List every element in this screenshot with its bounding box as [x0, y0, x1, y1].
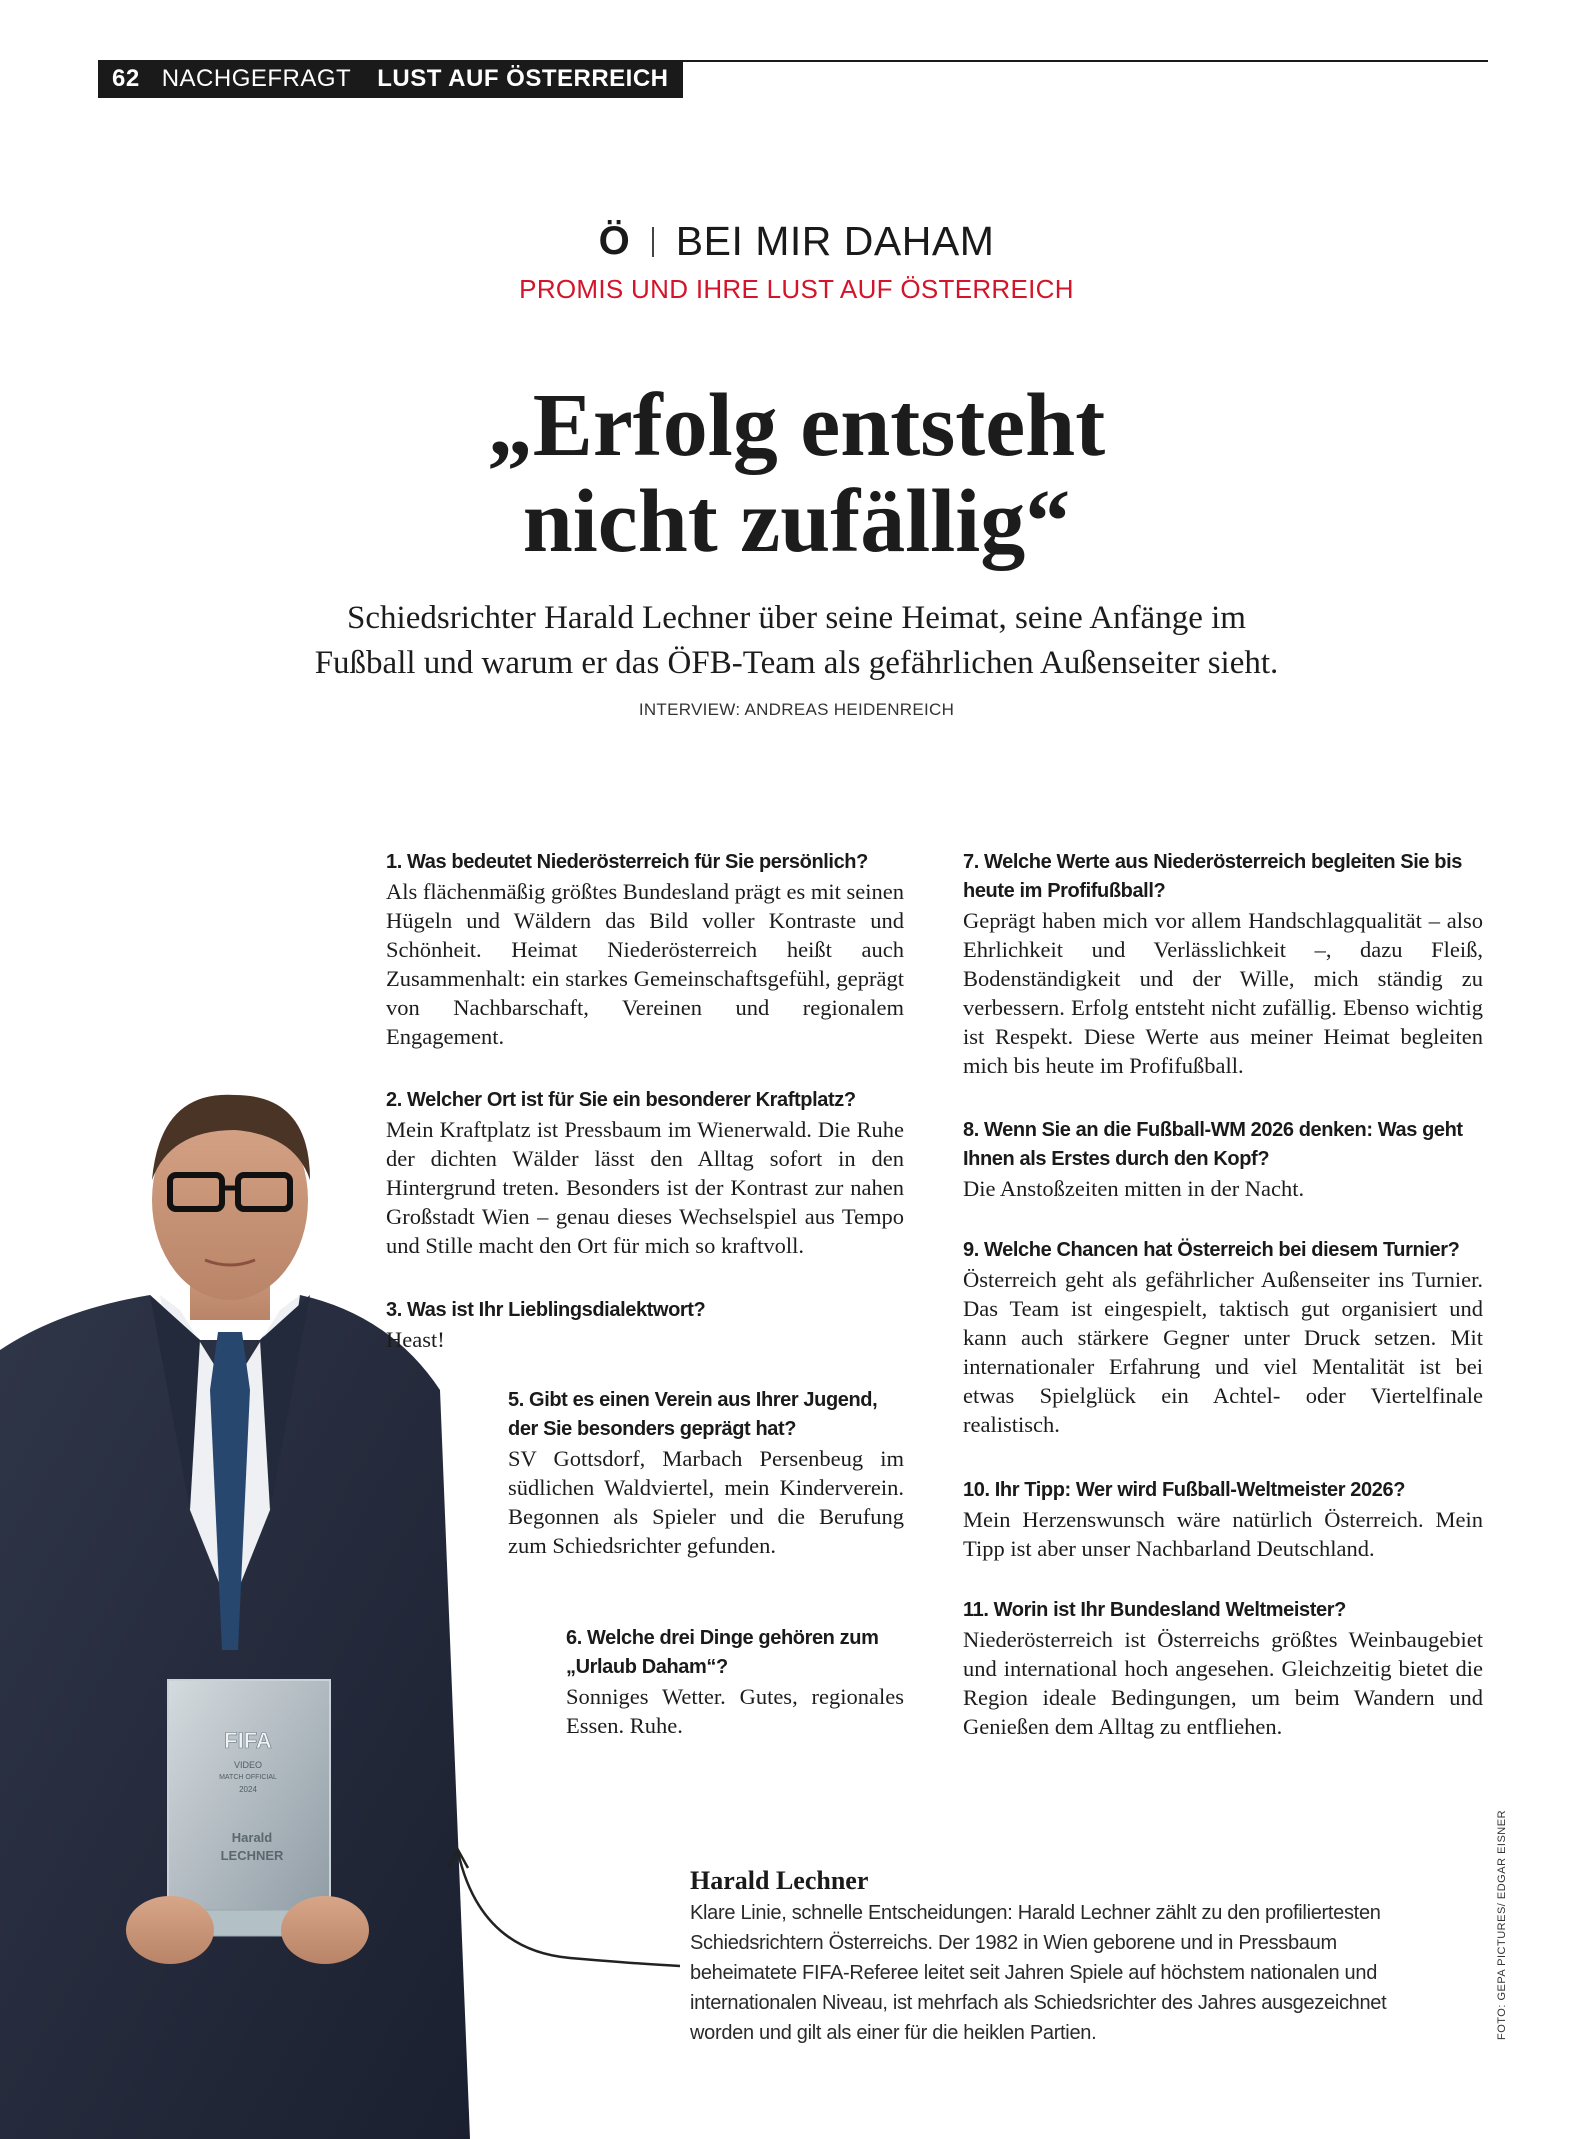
- headline: [0, 378, 1593, 570]
- question: 5. Gibt es einen Verein aus Ihrer Jugend, der Sie besonders geprägt hat?: [508, 1389, 878, 1440]
- question: 2. Welcher Ort ist für Sie ein besonderer Kraftplatz?: [386, 1089, 856, 1111]
- answer: Mein Herzenswunsch wäre natürlich Österreich. Mein Tipp ist aber unser Nachbarland Deutschland.: [963, 1507, 1483, 1561]
- trophy-year: 2024: [239, 1785, 257, 1794]
- byline: INTERVIEW: ANDREAS HEIDENREICH: [638, 700, 955, 719]
- qa-item-3: [386, 1296, 904, 1354]
- answer: Als flächenmäßig größtes Bundesland prägt es mit seinen Hügeln und Wäldern das Bild voller Kontraste und Schönheit. Heimat Niederösterreich heißt auch Zusammenhalt: ein starkes Gemeinschaftsgefühl, geprägt von Nachbarschaft, Vereinen und regionalem Engagement.: [386, 879, 905, 1049]
- kicker: [0, 218, 1593, 265]
- logo-letter: Ö: [598, 219, 630, 263]
- headline-line-2: nicht zufällig“: [522, 472, 1071, 571]
- question: 11. Worin ist Ihr Bundesland Weltmeister?: [963, 1599, 1346, 1621]
- answer: Die Anstoßzeiten mitten in der Nacht.: [963, 1176, 1305, 1201]
- trophy-name-2: LECHNER: [220, 1848, 284, 1863]
- qa-item-8: [963, 1116, 1483, 1203]
- deck-line-1: Schiedsrichter Harald Lechner über seine Heimat, seine Anfänge im: [347, 600, 1246, 636]
- question: 9. Welche Chancen hat Österreich bei diesem Turnier?: [963, 1239, 1460, 1261]
- trophy-line-2: MATCH OFFICIAL: [219, 1774, 277, 1781]
- question: 8. Wenn Sie an die Fußball-WM 2026 denken: Was geht Ihnen als Erstes durch den Kopf?: [963, 1119, 1463, 1170]
- question: 10. Ihr Tipp: Wer wird Fußball-Weltmeister 2026?: [963, 1479, 1406, 1501]
- qa-item-11: [963, 1596, 1483, 1741]
- qa-item-10: [963, 1476, 1483, 1563]
- trophy-line-1: VIDEO: [233, 1760, 263, 1770]
- trophy-logo: FIFA: [224, 1728, 272, 1753]
- answer: Niederösterreich ist Österreichs größtes Weinbaugebiet und international hoch angesehen. Gleichzeitig bietet die Region ideale Bedingungen, um beim Wandern und Genießen dem Alltag zu entfliehen.: [963, 1627, 1483, 1739]
- profile-text: Klare Linie, schnelle Entscheidungen: Harald Lechner zählt zu den profiliertesten Schiedsrichtern Österreichs. Der 1982 in Wien geborene und in Pressbaum beheimatete FIFA-Referee leitet seit Jahren Spiele auf höchstem nationalen und internationalen Niveau, ist mehrfach als Schiedsrichter des Jahres ausgezeichnet worden und gilt als einer für die heiklen Partien.: [690, 1902, 1387, 2044]
- qa-item-1: [386, 848, 904, 1051]
- profile-name: Harald Lechner: [690, 1866, 869, 1895]
- qa-item-7: [963, 848, 1483, 1080]
- question: 1. Was bedeutet Niederösterreich für Sie persönlich?: [386, 851, 868, 873]
- deck: [0, 596, 1593, 686]
- answer: Österreich geht als gefährlicher Außenseiter ins Turnier. Das Team ist eingespielt, taktisch gut organisiert und kann auch stärkere Gegner unter Druck setzen. Mit internationaler Erfahrung und viel Mentalität ist bei etwas Spielglück ein Achtel- oder Viertelfinale realistisch.: [963, 1267, 1483, 1437]
- answer: Sonniges Wetter. Gutes, regionales Essen. Ruhe.: [566, 1684, 904, 1738]
- question: 6. Welche drei Dinge gehören zum „Urlaub Daham“?: [566, 1627, 879, 1678]
- answer: SV Gottsdorf, Marbach Persenbeug im südlichen Waldviertel, mein Kinderverein. Begonnen als Spieler und die Berufung zum Schiedsrichter gefunden.: [508, 1446, 904, 1558]
- oe-logo-icon: [599, 219, 630, 264]
- topic-label: LUST AUF ÖSTERREICH: [377, 65, 669, 92]
- answer: Mein Kraftplatz ist Pressbaum im Wienerwald. Die Ruhe der dichten Wälder lässt den Alltag sofort in den Hintergrund treten. Besonders ist der Kontrast zur nahen Großstadt Wien – genau dieses Wechselspiel aus Tempo und Stille macht den Ort für mich so kraftvoll.: [386, 1117, 904, 1258]
- question: 3. Was ist Ihr Lieblingsdialektwort?: [386, 1299, 706, 1321]
- photo-credit: FOTO: GEPA PICTURES/ EDGAR EISNER: [1496, 1809, 1508, 2040]
- qa-item-5: [508, 1386, 904, 1560]
- page-header: [98, 60, 683, 98]
- header-box: [98, 60, 683, 98]
- deck-line-2: Fußball und warum er das ÖFB-Team als gefährlichen Außenseiter sieht.: [314, 645, 1279, 681]
- qa-item-2: [386, 1086, 904, 1260]
- kicker-subtitle: PROMIS UND IHRE LUST AUF ÖSTERREICH: [519, 274, 1074, 304]
- trophy-name-1: Harald: [231, 1830, 273, 1845]
- answer: Geprägt haben mich vor allem Handschlagqualität – also Ehrlichkeit und Verlässlichkeit –, dazu Fleiß, Bodenständigkeit und der Wille, mich ständig zu verbessern. Erfolg entsteht nicht zufällig. Ebenso wichtig ist Respekt. Diese Werte aus meiner Heimat begleiten mich bis heute im Profifußball.: [963, 908, 1483, 1078]
- headline-line-1: „Erfolg entsteht: [487, 376, 1106, 475]
- page-number: 62: [112, 65, 140, 92]
- section-label: NACHGEFRAGT: [161, 65, 352, 92]
- header-rule: [648, 60, 1488, 62]
- qa-item-6: [566, 1624, 904, 1740]
- kicker-title: BEI MIR DAHAM: [675, 218, 995, 264]
- answer: Heast!: [386, 1327, 445, 1352]
- profile-connector: [440, 1840, 700, 1980]
- kicker-divider: [652, 227, 654, 257]
- question: 7. Welche Werte aus Niederösterreich begleiten Sie bis heute im Profifußball?: [963, 851, 1462, 902]
- qa-item-9: [963, 1236, 1483, 1439]
